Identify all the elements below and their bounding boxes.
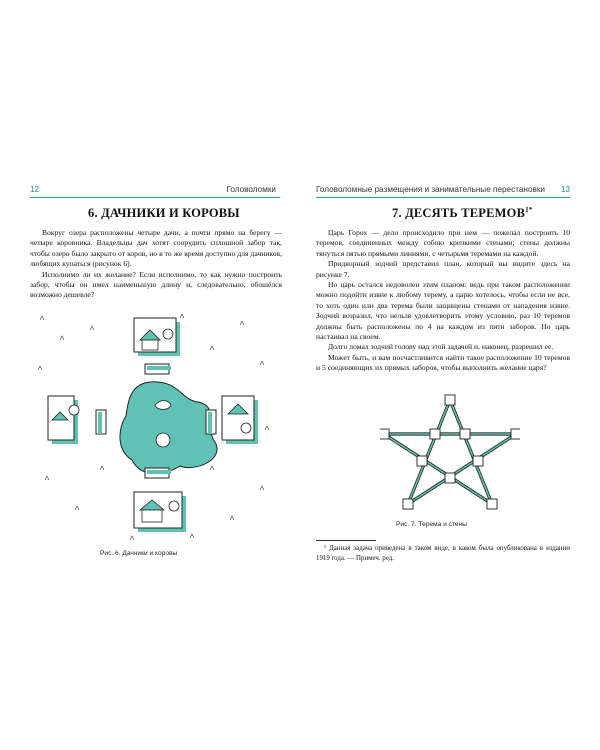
pentagram-walls-outline	[384, 400, 516, 504]
left-page-number: 12	[30, 185, 40, 194]
terem	[380, 429, 389, 439]
pentagram-walls-fill	[384, 400, 516, 504]
footnote-text: ¹ Данная задача приведена в таком виде, в каком была опубликована в издании 1919 года. — Примеч. ред.	[316, 545, 570, 562]
paragraph: Но царь остался недоволен этим планом: ведь при таком расположении можно подойти извне к любому терему, а царю хотелось, чтобы если не все, то хоть один или два терема были защищены стенами от нападения извне. Зодчий возразил, что нельзя удовлетворить этому условию, раз 10 теремов должны быть расположены по 4 на каждом из пяти заборов. Но царь настаивал на своем.	[316, 280, 570, 342]
cowshed-top-roof	[147, 366, 171, 370]
footnote-mark: 1*	[525, 206, 533, 214]
lake-tree	[156, 433, 170, 447]
terem	[473, 456, 483, 466]
figure-6-caption: Рис. 6. Дачники и коровы	[100, 550, 178, 557]
paragraph: Долго ломал зодчий голову над этой задачей и, наконец, разрешил ее.	[328, 342, 554, 352]
terem	[487, 499, 497, 509]
left-running-header	[30, 183, 280, 198]
terem	[460, 429, 470, 439]
right-running-header	[316, 183, 570, 198]
right-body	[316, 228, 570, 374]
left-heading: 6. ДАЧНИКИ И КОРОВЫ	[88, 206, 240, 220]
cowshed-bottom-roof	[147, 470, 171, 474]
left-body	[30, 228, 282, 301]
paragraph: Вокруг озера расположены четыре дачи, а почти прямо на берегу — четыре коровника. Владельцы дач хотят соорудить сплошной забор так, чтобы озеро было закрыто от коров, но в то же время доступно для дачников, любящих купаться (рисунок 6).	[30, 228, 282, 269]
footnote-rule	[316, 540, 376, 541]
paragraph: Может быть, и вам посчастливится найти такое расположение 10 теремов и 5 соединяющих их прямых заборов, чтобы выполнить желание царя?	[316, 352, 570, 373]
figure-7-caption: Рис. 7. Терема и стены	[396, 521, 467, 528]
right-heading-text: 7. ДЕСЯТЬ ТЕРЕМОВ	[392, 206, 526, 220]
paragraph: Царь Горох — дело происходило при нем — пожелал построить 10 теремов, соединенных между собою крепкими стенами; стены должны тянуться пятью прямыми линиями, с четырьмя теремами на каждой.	[316, 228, 570, 258]
footnote	[316, 540, 570, 563]
terem	[417, 456, 427, 466]
dacha-left	[48, 396, 79, 444]
dacha-right	[222, 396, 258, 444]
left-running-title: Головоломки	[226, 185, 276, 194]
dacha-bottom	[134, 492, 186, 532]
dacha-top	[134, 318, 180, 356]
cowshed-right-roof	[208, 412, 212, 434]
terem	[511, 429, 520, 439]
paragraph: Исполнимо ли их желание? Если исполнимо, то как нужно построить забор, чтобы он имел наименьшую длину и, следовательно, обошёлся возможно дешевле?	[30, 269, 282, 300]
terem	[430, 429, 440, 439]
right-running-title: Головоломные размещения и занимательные перестановки	[316, 185, 545, 194]
terem	[445, 395, 455, 405]
right-page	[300, 0, 600, 750]
lake	[120, 382, 217, 474]
cowshed-left-roof	[98, 412, 102, 434]
paragraph: Придворный зодчий представил план, который вы видите здесь на рисунке 7.	[316, 259, 570, 279]
terem	[403, 499, 413, 509]
right-page-number: 13	[560, 185, 570, 194]
right-heading	[392, 206, 533, 221]
terem	[445, 473, 455, 483]
figure-7-illustration	[380, 392, 520, 516]
figure-6-illustration	[30, 310, 280, 550]
